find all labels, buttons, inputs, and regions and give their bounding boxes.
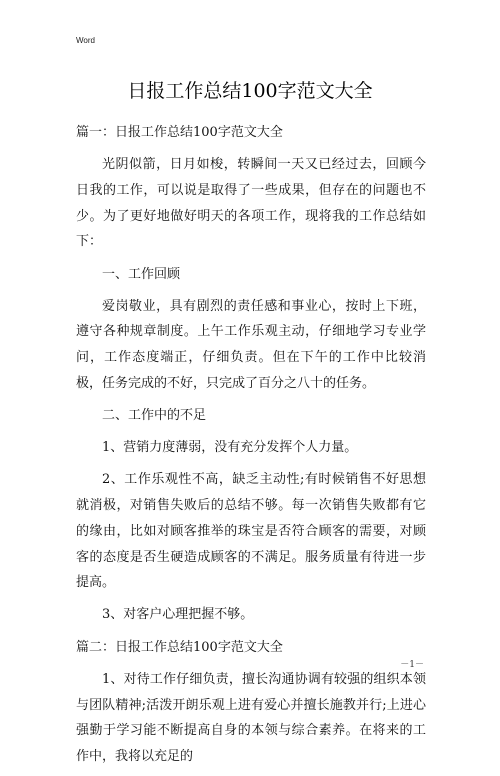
header-label: Word (76, 36, 95, 45)
list-item: 1、对待工作仔细负责，擅长沟通协调有较强的组织本领与团队精神;活泼开朗乐观上进有爱心并擅长施教并行;上进心强勤于学习能不断提高自身的本领与综合素养。在将来的工作中，我将以充足的 (76, 671, 426, 764)
list-item: 2、工作乐观性不高，缺乏主动性;有时候销售不好思想就消极，对销售失败后的总结不够。每一次销售失败都有它的缘由，比如对顾客推举的珠宝是否符合顾客的需要，对顾客的态度是否生硬造成顾客的不满足。服务质量有待进一步提高。 (76, 472, 426, 591)
list-item: 3、对客户心理把握不够。 (102, 607, 254, 623)
page-number: －1－ (400, 660, 424, 670)
document-title: 日报工作总结100字范文大全 (127, 80, 373, 102)
section-heading: 二、工作中的不足 (102, 408, 207, 424)
document-body (76, 120, 426, 776)
body-paragraph: 爱岗敬业，具有剧烈的责任感和事业心，按时上下班，遵守各种规章制度。上午工作乐观主动，仔细地学习专业学问，工作态度端正，仔细负责。但在下午的工作中比较消极，任务完成的不好，只完成了百分之八十的任务。 (76, 298, 426, 391)
section-heading: 篇一：日报工作总结100字范文大全 (76, 125, 283, 140)
section-heading: 篇二：日报工作总结100字范文大全 (76, 639, 283, 655)
body-paragraph: 光阴似箭，日月如梭，转瞬间一天又已经过去，回顾今日我的工作，可以说是取得了一些成果，但存在的问题也不少。为了更好地做好明天的各项工作，现将我的工作总结如下： (76, 157, 426, 250)
section-heading: 一、工作回顾 (102, 266, 181, 282)
list-item: 1、营销力度薄弱，没有充分发挥个人力量。 (102, 440, 358, 456)
